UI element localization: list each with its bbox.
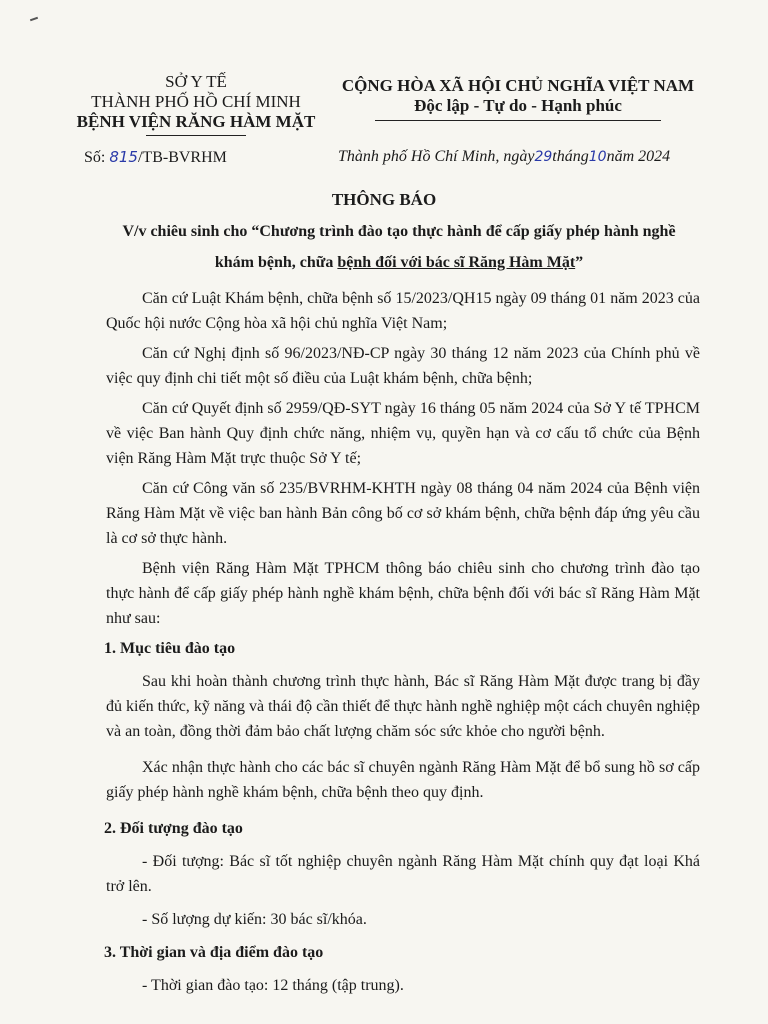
document-subject — [96, 216, 702, 278]
section-2-heading: 2. Đối tượng đào tạo — [104, 820, 243, 837]
legal-basis-2: Căn cứ Nghị định số 96/2023/NĐ-CP ngày 30 tháng 12 năm 2023 của Chính phủ về việc quy định chi tiết một số điều của Luật khám bệnh, chữa bệnh; — [106, 345, 700, 387]
section-3-heading: 3. Thời gian và địa điểm đào tạo — [104, 944, 324, 961]
subject-line-2-b: ” — [575, 254, 584, 271]
announcement-intro: Bệnh viện Răng Hàm Mặt TPHCM thông báo chiêu sinh cho chương trình đào tạo thực hành để cấp giấy phép hành nghề khám bệnh, chữa bệnh đối với bác sĩ Răng Hàm Mặt như sau: — [106, 560, 700, 627]
legal-basis-1: Căn cứ Luật Khám bệnh, chữa bệnh số 15/2023/QH15 ngày 09 tháng 01 năm 2023 của Quốc hội nước Cộng hòa xã hội chủ nghĩa Việt Nam; — [106, 290, 700, 332]
issuer-block — [60, 72, 332, 136]
legal-basis-4: Căn cứ Công văn số 235/BVRHM-KHTH ngày 08 tháng 04 năm 2024 của Bệnh viện Răng Hàm Mặt về việc ban hành Bản công bố cơ sở khám bệnh, chữa bệnh đáp ứng yêu cầu là cơ sở thực hành. — [106, 480, 700, 547]
issuer-line-1: SỞ Y TẾ — [165, 72, 227, 91]
issue-date — [338, 148, 670, 166]
section-1-heading: 1. Mục tiêu đào tạo — [104, 640, 236, 657]
date-part-3: năm 2024 — [606, 148, 671, 165]
subject-line-2 — [96, 247, 702, 278]
national-motto: Độc lập - Tự do - Hạnh phúc — [414, 96, 622, 115]
section-2-item-2: - Số lượng dự kiến: 30 bác sĩ/khóa. — [142, 911, 367, 928]
section-2-item-1: - Đối tượng: Bác sĩ tốt nghiệp chuyên ngành Răng Hàm Mặt chính quy đạt loại Khá trở lên. — [106, 853, 700, 895]
document-title: THÔNG BÁO — [331, 190, 437, 209]
doc-number-suffix: /TB-BVRHM — [137, 149, 227, 166]
date-month: 10 — [588, 149, 607, 165]
section-3-item-1: - Thời gian đào tạo: 12 tháng (tập trung). — [142, 977, 404, 994]
doc-number-prefix: Số: — [84, 149, 110, 166]
subject-line-2-underlined: bệnh đối với bác sĩ Răng Hàm Mặt — [337, 254, 576, 271]
scan-mark — [30, 17, 38, 22]
section-1-paragraph-2: Xác nhận thực hành cho các bác sĩ chuyên ngành Răng Hàm Mặt để bổ sung hồ sơ cấp giấy phép hành nghề khám bệnh, chữa bệnh theo quy định. — [106, 759, 700, 801]
issuer-line-2: THÀNH PHỐ HỒ CHÍ MINH — [91, 92, 301, 111]
national-title: CỘNG HÒA XÃ HỘI CHỦ NGHĨA VIỆT NAM — [341, 76, 695, 95]
subject-line-1: V/v chiêu sinh cho “Chương trình đào tạo thực hành để cấp giấy phép hành nghề — [122, 223, 676, 240]
date-part-2: tháng — [552, 148, 589, 165]
document-number — [84, 148, 227, 167]
date-day: 29 — [534, 149, 553, 165]
motto-underline — [375, 120, 661, 121]
issuer-line-3: BỆNH VIỆN RĂNG HÀM MẶT — [76, 112, 316, 131]
date-part-1: Thành phố Hồ Chí Minh, ngày — [338, 148, 535, 165]
national-heading — [330, 76, 706, 121]
legal-basis-3: Căn cứ Quyết định số 2959/QĐ-SYT ngày 16 tháng 05 năm 2024 của Sở Y tế TPHCM về việc Ban hành Quy định chức năng, nhiệm vụ, quyền hạn và cơ cấu tổ chức của Bệnh viện Răng Hàm Mặt trực thuộc Sở Y tế; — [106, 400, 700, 467]
issuer-underline — [146, 135, 246, 136]
document-body — [106, 286, 700, 1006]
section-1-paragraph-1: Sau khi hoàn thành chương trình thực hành, Bác sĩ Răng Hàm Mặt được trang bị đầy đủ kiến thức, kỹ năng và thái độ cần thiết để thực hành nghề nghiệp một cách chuyên nghiệp và an toàn, đồng thời đảm bảo chất lượng chăm sóc sức khỏe cho người bệnh. — [106, 673, 700, 740]
subject-line-2-a: khám bệnh, chữa — [214, 254, 338, 271]
doc-number-handwritten: 815 — [109, 148, 138, 166]
